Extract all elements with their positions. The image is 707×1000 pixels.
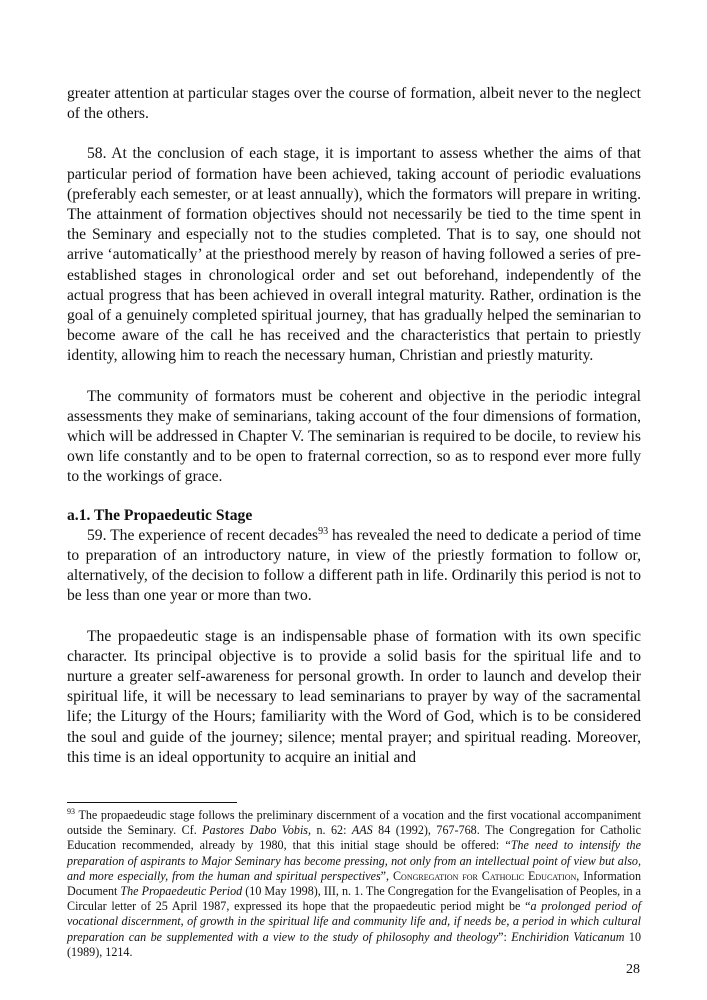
footnote-citation: AAS (351, 823, 373, 838)
footnote-divider (67, 802, 237, 803)
footnote-93 (67, 808, 641, 960)
footnote-number: 93 (67, 806, 75, 816)
footnote-quote: a prolonged period of vocational discernment, of growth in the spiritual life and community life and, if needs be, a period in which cultural preparation can be supplemented with a view to the study of philosophy and theology (67, 899, 641, 944)
paragraph-58: 58. At the conclusion of each stage, it is important to assess whether the aims of that particular period of formation have been achieved, taking account of periodic evaluations (preferably each semester, or at least annually), which the formators will prepare in writing. The attainment of formation objectives should not necessarily be tied to the time spent in the Seminary and especially not to the studies completed. That is to say, one should not arrive ‘automatically’ at the priesthood merely by reason of having followed a series of pre-established stages in chronological order and set out beforehand, independently of the actual progress that has been achieved in overall integral maturity. Rather, ordination is the goal of a genuinely completed spiritual journey, that has gradually helped the seminarian to become aware of the call he has received and the characteristics that pertain to priestly identity, allowing him to reach the necessary human, Christian and priestly maturity. (67, 145, 641, 365)
footnote-quote: The need to intensify the preparation of aspirants to Major Seminary has become pressing, not only from an intellectual point of view but also, and more especially, from the human and spiritual perspectives (67, 838, 641, 883)
page-body (67, 84, 641, 768)
paragraph-59-rest: has revealed the need to dedicate a period of time to preparation of an introductory nature, in view of the priestly formation to follow or, alternatively, of the decision to follow a different path in life. Ordinarily this period is not to be less than one year or more than two. (67, 526, 641, 605)
paragraph-59 (67, 526, 641, 607)
footnote-text: 10 (1989), 1214. (67, 929, 641, 959)
footnote-text: ”, (380, 868, 393, 883)
footnote-reference[interactable]: 93 (318, 525, 329, 537)
footnote-author: Congregation for Catholic Education (392, 868, 577, 883)
footnote-citation: Enchiridion Vaticanum (511, 929, 625, 944)
page-number: 28 (626, 962, 640, 977)
footnote-text: , Information Document (67, 868, 641, 899)
footnote-text: The propaedeudic stage follows the preliminary discernment of a vocation and the first vocational accompaniment outside the Seminary. Cf. (67, 808, 641, 838)
paragraph-59-start: 59. The experience of recent decades (87, 526, 319, 544)
footnote-text: n. 62: (311, 823, 352, 838)
section-heading: a.1. The Propaedeutic Stage (67, 506, 253, 524)
paragraph-community-formators: The community of formators must be coherent and objective in the periodic integral assessments they make of seminarians, taking account of the four dimensions of formation, which will be addressed in Chapter V. The seminarian is required to be docile, to review his own life constantly and to be open to fraternal correction, so as to respond ever more fully to the workings of grace. (67, 387, 641, 486)
footnote-text: ”: (498, 929, 512, 944)
footnote-text: (10 May 1998), III, n. 1. The Congregation for the Evangelisation of Peoples, in a Circular letter of 25 April 1987, expressed its hope that the propaedeutic period might be “ (67, 884, 641, 914)
paragraph-continuation: greater attention at particular stages over the course of formation, albeit never to the neglect of the others. (67, 85, 641, 123)
footnote-text: 84 (1992), 767-768. The Congregation for Catholic Education recommended, already by 1980, that this initial stage should be offered: “ (67, 823, 641, 853)
footnote-citation: Pastores Dabo Vobis, (202, 823, 312, 838)
footnote-citation: The Propaedeutic Period (120, 884, 243, 899)
paragraph-propaedeutic-stage: The propaedeutic stage is an indispensable phase of formation with its own specific character. Its principal objective is to provide a solid basis for the spiritual life and to nurture a greater self-awareness for personal growth. In order to launch and develop their spiritual life, it will be necessary to lead seminarians to prayer by way of the sacramental life; the Liturgy of the Hours; familiarity with the Word of God, which is to be considered the soul and guide of the journey; silence; mental prayer; and spiritual reading. Moreover, this time is an ideal opportunity to acquire an initial and (67, 627, 641, 766)
